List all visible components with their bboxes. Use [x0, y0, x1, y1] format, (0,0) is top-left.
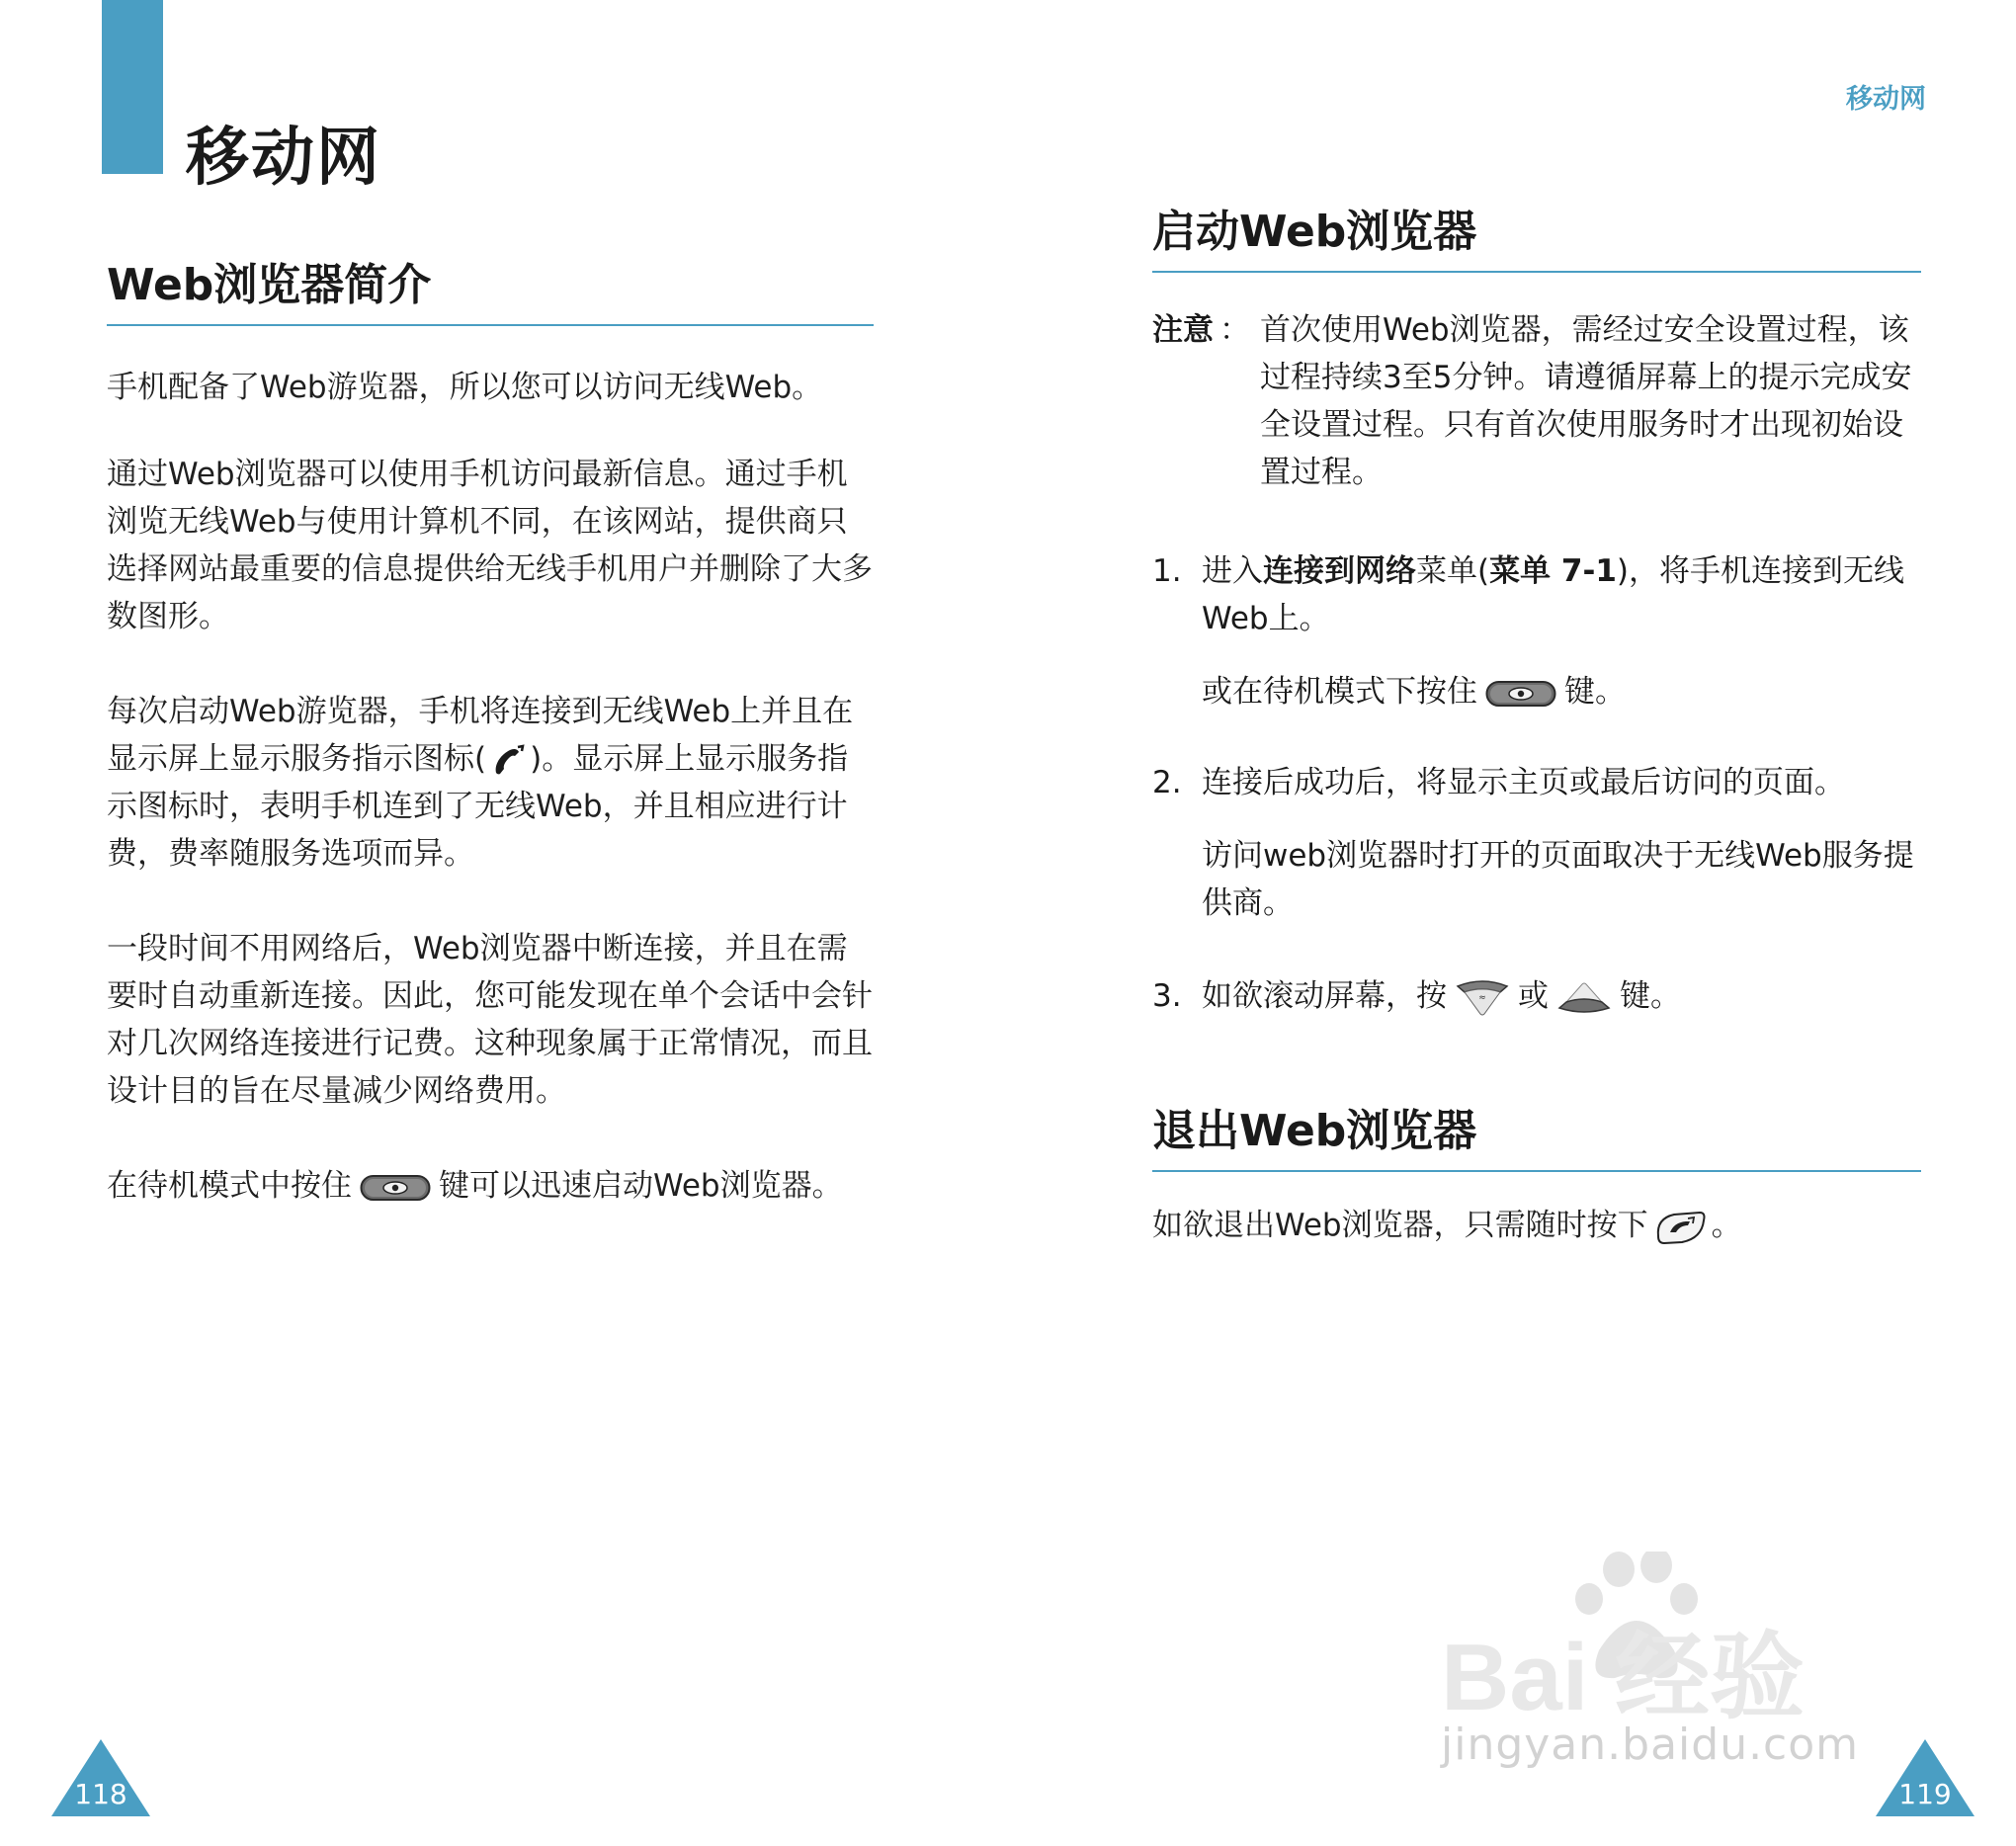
step-1-text-a: 进入	[1202, 553, 1263, 589]
intro-paragraph-3	[107, 688, 874, 878]
note-text: 首次使用Web浏览器，需经过安全设置过程，该过程持续3至5分钟。请遵循屏幕上的提示完成安全设置过程。只有首次使用服务时才出现初始设置过程。	[1260, 312, 1912, 490]
exit-instruction-end: 。	[1711, 1208, 1742, 1243]
step-1-text-e: )，将手机连接到无线Web上。	[1202, 553, 1905, 636]
step-1-alternative	[1202, 668, 1921, 715]
intro-paragraph-3-end: )。显示屏上显示服务指示图标时，表明手机连到了无线Web，并且相应进行计费，费率随服务选项而异。	[107, 741, 849, 872]
note-label: 注意	[1152, 312, 1214, 348]
step-1-text	[1202, 547, 1921, 642]
step-1-menu-name: 连接到网络	[1263, 553, 1416, 589]
section-heading-exit-browser: 退出Web浏览器	[1152, 1095, 1921, 1172]
left-page-column	[107, 249, 874, 1210]
page-number-right-text: 119	[1898, 1778, 1952, 1810]
section-heading-start-browser: 启动Web浏览器	[1152, 196, 1921, 273]
intro-paragraph-5-start: 在待机模式中按住	[107, 1168, 352, 1204]
step-2-detail: 访问web浏览器时打开的页面取决于无线Web服务提供商。	[1202, 838, 1914, 921]
step-1-alt-start: 或在待机模式下按住	[1202, 674, 1477, 710]
web-browser-key-icon	[360, 1173, 431, 1203]
step-1	[1152, 547, 1921, 642]
step-3-text-c: 键。	[1620, 978, 1681, 1014]
step-3	[1152, 972, 1921, 1020]
step-2	[1152, 759, 1921, 806]
chapter-title: 移动网	[186, 122, 381, 195]
intro-paragraph-5	[107, 1162, 874, 1210]
exit-instruction	[1152, 1202, 1921, 1249]
intro-paragraph-5-end: 键可以迅速启动Web浏览器。	[439, 1168, 843, 1204]
note-colon: ：	[1219, 312, 1250, 348]
exit-instruction-start: 如欲退出Web浏览器，只需随时按下	[1152, 1208, 1648, 1243]
service-indicator-icon	[488, 743, 528, 779]
svg-text:≈: ≈	[1478, 992, 1486, 1003]
watermark-url: jingyan.baidu.com	[1441, 1720, 1860, 1770]
step-3-number: 3.	[1152, 978, 1182, 1014]
end-call-key-icon	[1652, 1209, 1708, 1246]
right-page-column	[1152, 196, 1921, 1249]
step-1-menu-number: 菜单 7-1	[1489, 553, 1617, 589]
step-1-number: 1.	[1152, 553, 1182, 589]
page-number-left	[51, 1739, 150, 1816]
web-browser-key-icon	[1485, 679, 1556, 709]
step-1-alt-end: 键。	[1564, 674, 1626, 710]
section-heading-intro: Web浏览器简介	[107, 249, 874, 326]
intro-paragraph-3-start: 每次启动Web游览器，手机将连接到无线Web上并且在显示屏上显示服务指示图标(	[107, 694, 854, 777]
page-number-left-text: 118	[74, 1778, 127, 1810]
step-3-text	[1202, 972, 1921, 1020]
intro-paragraph-2: 通过Web浏览器可以使用手机访问最新信息。通过手机浏览无线Web与使用计算机不同，在该网站，提供商只选择网站最重要的信息提供给无线手机用户并删除了大多数图形。	[107, 457, 873, 634]
chapter-accent-bar	[102, 0, 163, 174]
note-block	[1152, 306, 1921, 496]
running-header: 移动网	[1846, 84, 1926, 115]
page-number-right	[1876, 1739, 1974, 1816]
watermark-brand: Bai 经验	[1441, 1625, 1806, 1729]
step-3-text-b: 或	[1518, 978, 1549, 1014]
step-1-text-c: 菜单(	[1416, 553, 1490, 589]
step-3-text-a: 如欲滚动屏幕，按	[1202, 978, 1447, 1014]
step-2-number: 2.	[1152, 765, 1182, 800]
scroll-up-key-icon	[1455, 978, 1510, 1018]
step-2-text: 连接后成功后，将显示主页或最后访问的页面。	[1202, 765, 1845, 800]
scroll-down-key-icon	[1556, 980, 1612, 1016]
baidu-watermark	[1441, 1552, 1915, 1733]
intro-paragraph-1: 手机配备了Web游览器，所以您可以访问无线Web。	[107, 370, 823, 405]
intro-paragraph-4: 一段时间不用网络后，Web浏览器中断连接，并且在需要时自动重新连接。因此，您可能发现在单个会话中会针对几次网络连接进行记费。这种现象属于正常情况，而且设计目的旨在尽量减少网络费用。	[107, 931, 873, 1109]
